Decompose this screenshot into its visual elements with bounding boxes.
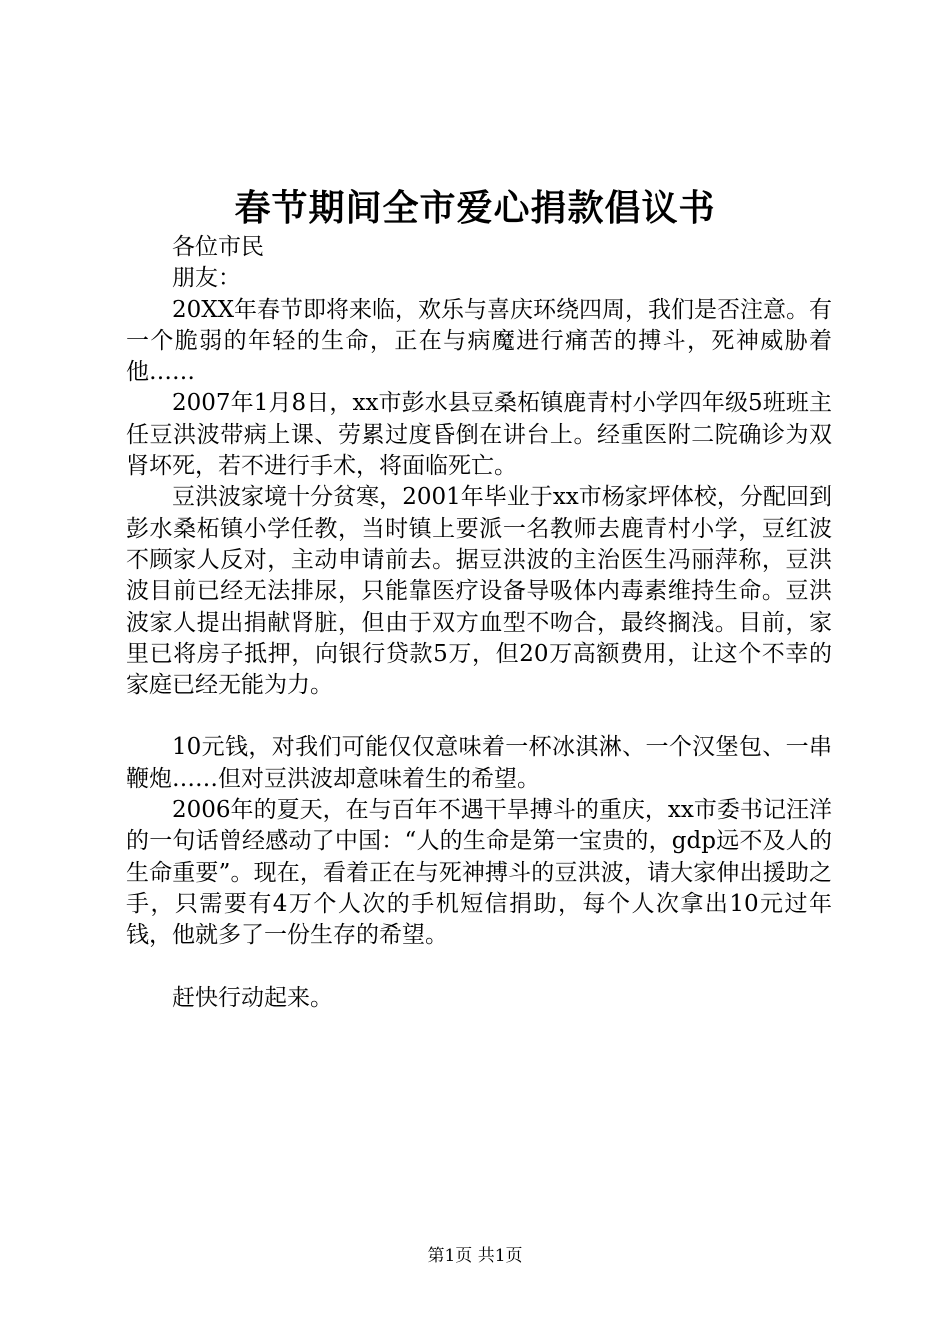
salutation-line: 朋友： (172, 265, 241, 292)
closing-line: 赶快行动起来。 (172, 984, 333, 1011)
body-paragraph: 20XX年春节即将来临，欢乐与喜庆环绕四周，我们是否注意。有一个脆弱的年轻的生命，正在与病魔进行痛苦的搏斗，死神威胁着他…… (126, 296, 833, 386)
body-paragraph: 豆洪波家境十分贫寒，2001年毕业于xx市杨家坪体校，分配回到彭水桑柘镇小学任教，当时镇上要派一名教师去鹿青村小学，豆红波不顾家人反对，主动申请前去。据豆洪波的主治医生冯丽萍称，豆洪波目前已经无法排尿，只能靠医疗设备导吸体内毒素维持生命。豆洪波家人提出捐献肾脏，但由于双方血型不吻合，最终搁浅。目前，家里已将房子抵押，向银行贷款5万，但20万高额费用，让这个不幸的家庭已经无能为力。 (126, 484, 832, 699)
body-paragraph: 10元钱，对我们可能仅仅意味着一杯冰淇淋、一个汉堡包、一串鞭炮……但对豆洪波却意味着生的希望。 (126, 734, 832, 792)
body-paragraph: 2007年1月8日，xx市彭水县豆桑柘镇鹿青村小学四年级5班班主任豆洪波带病上课、劳累过度昏倒在讲台上。经重医附二院确诊为双肾坏死，若不进行手术，将面临死亡。 (126, 390, 832, 480)
page-title: 春节期间全市爱心捐款倡议书 (234, 187, 716, 229)
document-body (126, 232, 832, 1014)
salutation-line: 各位市民 (172, 234, 264, 260)
page-number-footer: 第1页 共1页 (427, 1246, 523, 1266)
body-paragraph: 2006年的夏天，在与百年不遇干旱搏斗的重庆，xx市委书记汪洋的一句话曾经感动了中国：“人的生命是第一宝贵的，gdp远不及人的生命重要”。现在，看着正在与死神搏斗的豆洪波，请大家伸出援助之手，只需要有4万个人次的手机短信捐助，每个人次拿出10元过年钱，他就多了一份生存的希望。 (126, 797, 832, 949)
